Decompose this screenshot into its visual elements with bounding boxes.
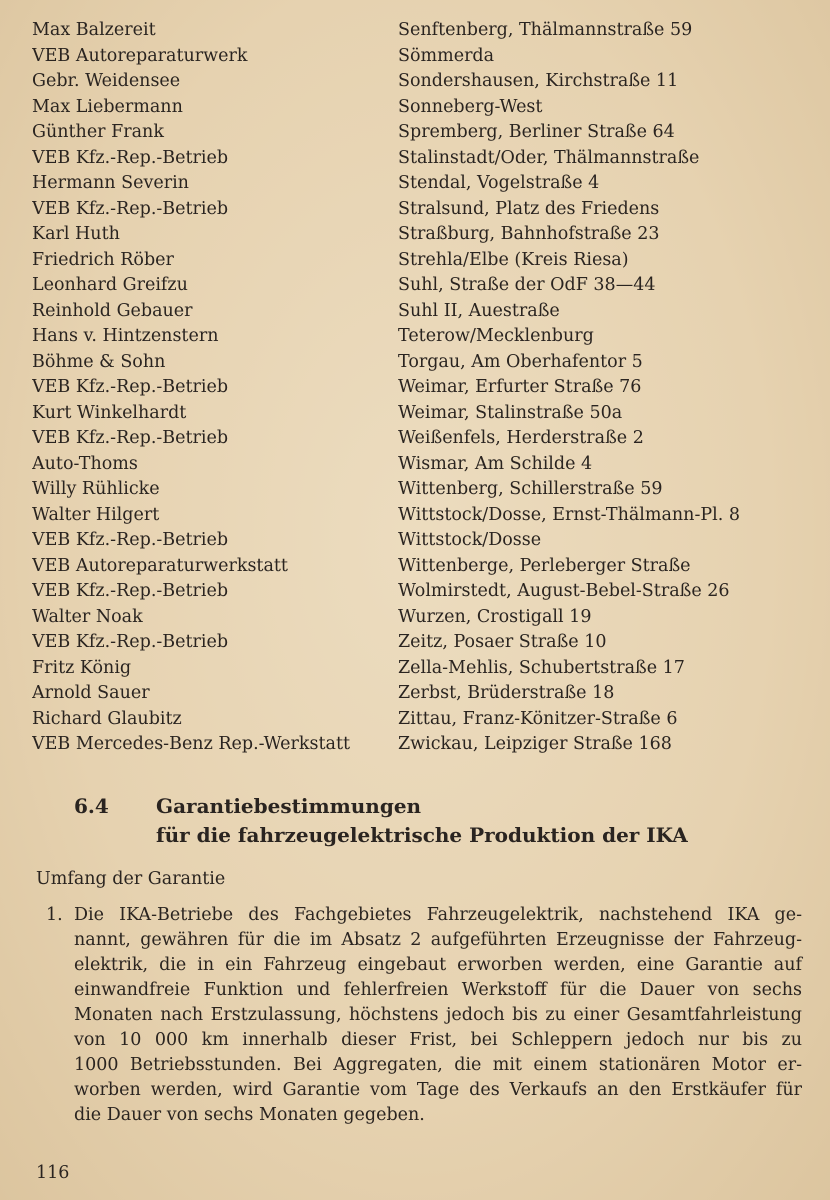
dealer-place: Zittau, Franz-Könitzer-Straße 6 bbox=[398, 708, 678, 729]
page-number: 116 bbox=[36, 1163, 70, 1183]
dealer-place: Stalinstadt/Oder, Thälmannstraße bbox=[398, 147, 700, 168]
section-title-line: Garantiebestimmungen bbox=[156, 794, 422, 818]
list-item bbox=[32, 350, 812, 376]
dealer-name: VEB Kfz.-Rep.-Betrieb bbox=[32, 147, 229, 168]
list-item bbox=[32, 273, 812, 299]
list-item bbox=[32, 732, 812, 758]
list-item bbox=[32, 197, 812, 223]
dealer-place: Strehla/Elbe (Kreis Riesa) bbox=[398, 249, 629, 270]
paragraph-line: 1000 Betriebsstunden. Bei Aggregaten, die mit einem stationären Motor er- bbox=[74, 1055, 802, 1075]
dealer-place: Suhl II, Auestraße bbox=[398, 300, 560, 321]
dealer-place: Senftenberg, Thälmannstraße 59 bbox=[398, 20, 693, 40]
list-item bbox=[32, 375, 812, 401]
dealer-name: VEB Kfz.-Rep.-Betrieb bbox=[32, 428, 229, 448]
dealer-place: Zerbst, Brüderstraße 18 bbox=[398, 683, 615, 703]
paragraph-line: Monaten nach Erstzulassung, höchstens jedoch bis zu einer Gesamtfahrleistung bbox=[74, 1005, 802, 1025]
list-item bbox=[32, 452, 812, 478]
dealer-name: Hermann Severin bbox=[32, 173, 189, 193]
list-item bbox=[32, 95, 812, 121]
dealer-place: Suhl, Straße der OdF 38—44 bbox=[398, 275, 656, 295]
dealer-name: Böhme & Sohn bbox=[32, 351, 166, 372]
numbered-paragraph bbox=[46, 903, 806, 1128]
list-item bbox=[32, 222, 812, 248]
dealer-place: Wurzen, Crostigall 19 bbox=[398, 606, 592, 627]
dealer-place: Torgau, Am Oberhafentor 5 bbox=[398, 351, 643, 372]
dealer-name: VEB Kfz.-Rep.-Betrieb bbox=[32, 198, 229, 219]
dealer-name: Gebr. Weidensee bbox=[32, 71, 181, 91]
dealer-name: Willy Rühlicke bbox=[32, 479, 160, 499]
list-item bbox=[32, 605, 812, 631]
paragraph-line: von 10 000 km innerhalb dieser Frist, bei Schleppern jedoch nur bis zu bbox=[74, 1030, 802, 1050]
dealer-name: Auto-Thoms bbox=[32, 453, 138, 474]
dealer-place: Zwickau, Leipziger Straße 168 bbox=[398, 734, 672, 754]
list-item bbox=[32, 477, 812, 503]
dealer-name: VEB Kfz.-Rep.-Betrieb bbox=[32, 632, 229, 652]
list-item bbox=[32, 528, 812, 554]
dealer-name: VEB Kfz.-Rep.-Betrieb bbox=[32, 530, 229, 550]
dealer-name: Walter Noak bbox=[32, 606, 143, 627]
subheading: Umfang der Garantie bbox=[36, 869, 226, 889]
dealer-name: Walter Hilgert bbox=[32, 504, 160, 525]
dealer-name: Reinhold Gebauer bbox=[32, 300, 193, 321]
dealer-place: Weimar, Stalinstraße 50a bbox=[398, 402, 623, 423]
dealer-place: Sondershausen, Kirchstraße 11 bbox=[398, 71, 679, 91]
paragraph-line: worben werden, wird Garantie vom Tage des Verkaufs an den Erstkäufer für bbox=[74, 1080, 802, 1100]
dealer-name: Richard Glaubitz bbox=[32, 708, 182, 729]
list-item bbox=[32, 579, 812, 605]
list-item bbox=[32, 707, 812, 733]
list-item bbox=[32, 171, 812, 197]
dealer-place: Wittenberge, Perleberger Straße bbox=[398, 555, 691, 576]
dealer-place: Wittstock/Dosse bbox=[398, 530, 542, 550]
dealer-place: Zella-Mehlis, Schubertstraße 17 bbox=[398, 657, 685, 678]
dealer-name: Karl Huth bbox=[32, 224, 120, 244]
dealer-name: Arnold Sauer bbox=[32, 683, 150, 703]
list-item bbox=[32, 146, 812, 172]
dealer-place: Sonneberg-West bbox=[398, 96, 543, 117]
dealer-list bbox=[32, 18, 812, 758]
dealer-name: Fritz König bbox=[32, 657, 132, 678]
dealer-place: Spremberg, Berliner Straße 64 bbox=[398, 122, 675, 142]
dealer-name: VEB Kfz.-Rep.-Betrieb bbox=[32, 581, 229, 601]
dealer-place: Weimar, Erfurter Straße 76 bbox=[398, 377, 642, 397]
section-heading bbox=[74, 792, 794, 850]
paragraph-line: die Dauer von sechs Monaten gegeben. bbox=[74, 1105, 425, 1125]
section-title bbox=[156, 792, 794, 850]
paragraph-number: 1. bbox=[46, 905, 63, 925]
dealer-name: Hans v. Hintzenstern bbox=[32, 326, 219, 346]
dealer-place: Stralsund, Platz des Friedens bbox=[398, 198, 660, 219]
list-item bbox=[32, 324, 812, 350]
list-item bbox=[32, 44, 812, 70]
dealer-name: VEB Autoreparaturwerkstatt bbox=[32, 555, 288, 576]
dealer-place: Zeitz, Posaer Straße 10 bbox=[398, 632, 607, 652]
dealer-name: Kurt Winkelhardt bbox=[32, 402, 187, 423]
list-item bbox=[32, 681, 812, 707]
dealer-place: Weißenfels, Herderstraße 2 bbox=[398, 428, 644, 448]
dealer-place: Wismar, Am Schilde 4 bbox=[398, 453, 593, 474]
list-item bbox=[32, 656, 812, 682]
list-item bbox=[32, 630, 812, 656]
list-item bbox=[32, 18, 812, 44]
dealer-name: Max Balzereit bbox=[32, 20, 156, 40]
dealer-name: VEB Autoreparaturwerk bbox=[32, 45, 248, 66]
paragraph-body bbox=[74, 903, 802, 1128]
list-item bbox=[32, 299, 812, 325]
dealer-place: Straßburg, Bahnhofstraße 23 bbox=[398, 224, 660, 244]
list-item bbox=[32, 401, 812, 427]
dealer-place: Teterow/Mecklenburg bbox=[398, 326, 594, 346]
list-item bbox=[32, 120, 812, 146]
paragraph-line: elektrik, die in ein Fahrzeug eingebaut erworben werden, eine Garantie auf bbox=[74, 955, 802, 975]
dealer-place: Stendal, Vogelstraße 4 bbox=[398, 173, 600, 193]
list-item bbox=[32, 248, 812, 274]
dealer-name: Günther Frank bbox=[32, 122, 164, 142]
dealer-place: Sömmerda bbox=[398, 45, 495, 66]
dealer-place: Wittstock/Dosse, Ernst-Thälmann-Pl. 8 bbox=[398, 504, 741, 525]
section-title-line: für die fahrzeugelektrische Produktion der IKA bbox=[156, 823, 688, 847]
dealer-name: VEB Mercedes-Benz Rep.-Werkstatt bbox=[32, 734, 351, 754]
list-item bbox=[32, 426, 812, 452]
dealer-name: VEB Kfz.-Rep.-Betrieb bbox=[32, 377, 229, 397]
list-item bbox=[32, 554, 812, 580]
dealer-name: Max Liebermann bbox=[32, 96, 183, 117]
list-item bbox=[32, 69, 812, 95]
dealer-name: Friedrich Röber bbox=[32, 249, 174, 270]
paragraph-line: Die IKA-Betriebe des Fachgebietes Fahrzeugelektrik, nachstehend IKA ge- bbox=[74, 905, 802, 925]
list-item bbox=[32, 503, 812, 529]
dealer-name: Leonhard Greifzu bbox=[32, 275, 188, 295]
dealer-place: Wittenberg, Schillerstraße 59 bbox=[398, 479, 663, 499]
section-number: 6.4 bbox=[74, 794, 109, 818]
paragraph-line: einwandfreie Funktion und fehlerfreien Werkstoff für die Dauer von sechs bbox=[74, 980, 802, 1000]
paragraph-line: nannt, gewähren für die im Absatz 2 aufgeführten Erzeugnisse der Fahrzeug- bbox=[74, 930, 802, 950]
dealer-place: Wolmirstedt, August-Bebel-Straße 26 bbox=[398, 581, 730, 601]
